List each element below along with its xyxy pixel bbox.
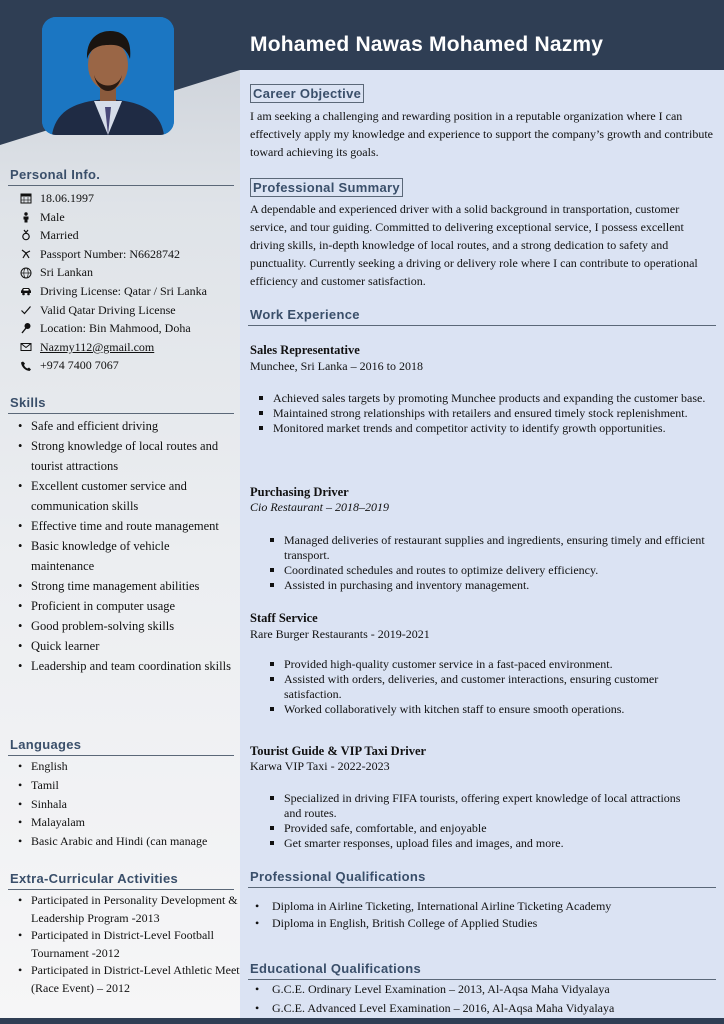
job-bullet: Provided high-quality customer service in a fast-paced environment. bbox=[266, 657, 710, 672]
job-bullet: Maintained strong relationships with retailers and ensured timely stock replenishment. bbox=[255, 406, 710, 421]
car-icon bbox=[20, 285, 32, 297]
skill-item: • Good problem-solving skills bbox=[18, 616, 234, 636]
skill-item: • Safe and efficient driving bbox=[18, 416, 234, 436]
work-experience-rule bbox=[248, 325, 716, 326]
languages-list bbox=[18, 757, 240, 851]
info-item-phone bbox=[20, 356, 207, 375]
info-phone: +974 7400 7067 bbox=[40, 358, 119, 373]
footer-bar bbox=[0, 1018, 724, 1024]
job-company: Karwa VIP Taxi - 2022-2023 bbox=[250, 759, 390, 773]
education-item: • G.C.E. Ordinary Level Examination – 2013, Al-Aqsa Maha Vidyalaya bbox=[250, 980, 715, 999]
email-link[interactable]: Nazmy112@gmail.com bbox=[40, 339, 155, 354]
candidate-name: Mohamed Nawas Mohamed Nazmy bbox=[250, 33, 604, 56]
language-item: • Malayalam bbox=[18, 813, 240, 832]
job-company: Munchee, Sri Lanka – 2016 to 2018 bbox=[250, 359, 423, 373]
info-passport: Passport Number: N6628742 bbox=[40, 246, 180, 261]
language-item: • Basic Arabic and Hindi (can manage bbox=[18, 832, 240, 851]
career-objective-text: I am seeking a challenging and rewarding position in a reputable organization where I can effectively apply my knowledge and experience to support the company’s growth and contribute toward achieving its goals. bbox=[250, 109, 713, 159]
activity-item: • Participated in Personality Development & Leadership Program -2013 bbox=[18, 892, 240, 927]
work-experience-heading: Work Experience bbox=[250, 307, 360, 322]
skill-item: • Strong time management abilities bbox=[18, 576, 234, 596]
skill-item: • Proficient in computer usage bbox=[18, 596, 234, 616]
info-item-nationality bbox=[20, 263, 207, 282]
skill-item: • Effective time and route management bbox=[18, 516, 234, 536]
info-marital: Married bbox=[40, 228, 79, 243]
info-item-location bbox=[20, 319, 207, 338]
educational-qualifications-heading: Educational Qualifications bbox=[250, 961, 422, 976]
job-bullet: Worked collaboratively with kitchen staff to ensure smooth operations. bbox=[266, 702, 710, 717]
job-bullet: Get smarter responses, upload files and images, and more. bbox=[266, 836, 686, 851]
professional-qualifications-list bbox=[250, 898, 715, 931]
info-location: Location: Bin Mahmood, Doha bbox=[40, 321, 191, 336]
professional-summary-heading: Professional Summary bbox=[250, 178, 403, 197]
female-ring-icon bbox=[20, 229, 32, 241]
job-bullets bbox=[266, 791, 686, 851]
activity-item: • Participated in District-Level Football Tournament -2012 bbox=[18, 927, 240, 962]
professional-summary-text: A dependable and experienced driver with a solid background in transportation, customer service, and tour guiding. Committed to delivering exceptional service, I possess excellent driving skills, in-depth knowledge of local routes, and a strong dedication to safety and punctuality. Currently seeking a driving or delivery role where I can contribute to operational efficiency and customer satisfaction. bbox=[250, 202, 698, 288]
passport-icon bbox=[20, 248, 32, 260]
job-bullet: Coordinated schedules and routes to optimize delivery efficiency. bbox=[266, 563, 710, 578]
language-item: • Sinhala bbox=[18, 795, 240, 814]
job-title: Purchasing Driver bbox=[250, 485, 349, 499]
skill-item: • Excellent customer service and communication skills bbox=[18, 476, 234, 516]
job-bullet: Assisted in purchasing and inventory management. bbox=[266, 578, 710, 593]
language-item: • Tamil bbox=[18, 776, 240, 795]
globe-icon bbox=[20, 267, 32, 279]
qualification-item: • Diploma in English, British College of Applied Studies bbox=[250, 915, 715, 932]
checkmark-icon bbox=[20, 304, 32, 316]
skill-item: • Quick learner bbox=[18, 636, 234, 656]
info-nationality: Sri Lankan bbox=[40, 265, 93, 280]
info-item-qatar-license bbox=[20, 301, 207, 320]
extracurricular-list bbox=[18, 892, 240, 998]
qualification-item: • Diploma in Airline Ticketing, International Airline Ticketing Academy bbox=[250, 898, 715, 915]
extracurricular-heading: Extra-Curricular Activities bbox=[10, 871, 179, 886]
phone-icon bbox=[20, 360, 32, 372]
languages-heading: Languages bbox=[10, 737, 82, 752]
job-bullet: Assisted with orders, deliveries, and customer interactions, ensuring customer satisfaction. bbox=[266, 672, 710, 702]
info-qatar-license: Valid Qatar Driving License bbox=[40, 302, 176, 317]
job-bullet: Monitored market trends and competitor activity to identify growth opportunities. bbox=[255, 421, 710, 436]
job-bullet: Achieved sales targets by promoting Munchee products and expanding the customer base. bbox=[255, 391, 710, 406]
activity-item: • Participated in District-Level Athletic Meet (Race Event) – 2012 bbox=[18, 962, 240, 997]
info-gender: Male bbox=[40, 209, 65, 224]
personal-info-heading: Personal Info. bbox=[10, 167, 101, 182]
skills-rule bbox=[8, 413, 234, 414]
info-item-marital bbox=[20, 226, 207, 245]
education-item: • G.C.E. Advanced Level Examination – 2016, Al-Aqsa Maha Vidyalaya bbox=[250, 999, 715, 1018]
job-company: Rare Burger Restaurants - 2019-2021 bbox=[250, 627, 430, 641]
male-icon bbox=[20, 211, 32, 223]
job-bullet: Specialized in driving FIFA tourists, offering expert knowledge of local attractions and routes. bbox=[266, 791, 686, 821]
job-bullets bbox=[266, 533, 710, 593]
professional-qualifications-rule bbox=[248, 887, 716, 888]
extracurricular-rule bbox=[8, 889, 234, 890]
language-item: • English bbox=[18, 757, 240, 776]
info-license: Driving License: Qatar / Sri Lanka bbox=[40, 283, 207, 298]
job-bullets bbox=[255, 391, 710, 436]
info-item-license bbox=[20, 282, 207, 301]
info-item-dob bbox=[20, 189, 207, 208]
job-company: Cio Restaurant – 2018–2019 bbox=[250, 500, 390, 514]
skill-item: • Leadership and team coordination skills bbox=[18, 656, 234, 676]
languages-rule bbox=[8, 755, 234, 756]
job-title: Sales Representative bbox=[250, 343, 360, 357]
job-bullets bbox=[266, 657, 710, 717]
job-bullet: Managed deliveries of restaurant supplies and ingredients, ensuring timely and efficient transport. bbox=[266, 533, 710, 563]
profile-photo bbox=[42, 17, 174, 135]
skill-item: • Strong knowledge of local routes and tourist attractions bbox=[18, 436, 234, 476]
professional-qualifications-heading: Professional Qualifications bbox=[250, 869, 426, 884]
career-objective-heading: Career Objective bbox=[250, 84, 364, 103]
job-title: Tourist Guide & VIP Taxi Driver bbox=[250, 744, 427, 758]
envelope-icon bbox=[20, 341, 32, 353]
job-bullet: Provided safe, comfortable, and enjoyable bbox=[266, 821, 686, 836]
skills-list bbox=[18, 416, 234, 676]
info-dob: 18.06.1997 bbox=[40, 191, 94, 205]
location-pin-icon bbox=[20, 322, 32, 334]
personal-info-rule bbox=[8, 185, 234, 186]
personal-info-list bbox=[20, 189, 207, 375]
info-item-gender bbox=[20, 208, 207, 227]
skills-heading: Skills bbox=[10, 395, 46, 410]
info-item-email[interactable] bbox=[20, 338, 207, 357]
skill-item: • Basic knowledge of vehicle maintenance bbox=[18, 536, 234, 576]
educational-qualifications-list bbox=[250, 980, 715, 1017]
info-item-passport bbox=[20, 245, 207, 264]
calendar-icon bbox=[20, 192, 32, 204]
job-title: Staff Service bbox=[250, 611, 318, 625]
